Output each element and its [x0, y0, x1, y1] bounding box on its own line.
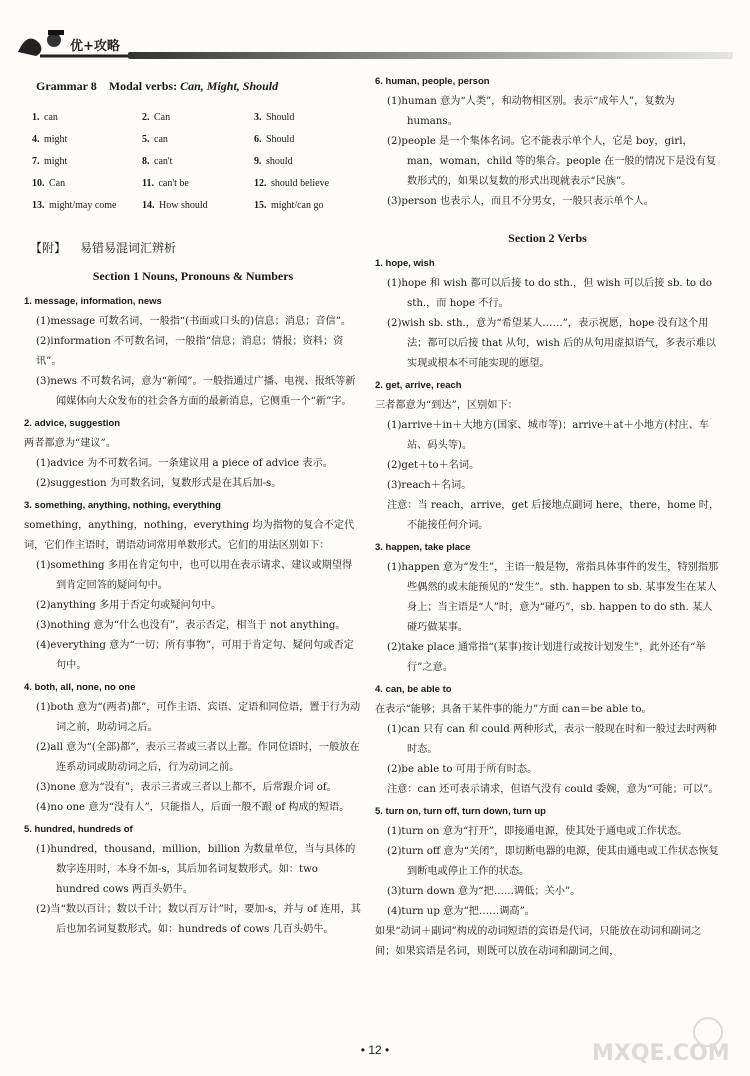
answer-item: 4. might [32, 134, 68, 145]
item-heading: 5. hundred, hundreds of [24, 824, 133, 835]
item-heading: 3. happen, take place [375, 542, 471, 553]
item-text: (3)person 也表示人，而且不分男女，一般只表示单个人。 [387, 196, 654, 207]
item-text: (2)be able to 可用于所有时态。 [387, 764, 538, 775]
section1-title: Section 1 Nouns, Pronouns & Numbers [92, 269, 294, 283]
watermark-logo [588, 1012, 738, 1068]
item-heading: 4. both, all, none, no one [24, 682, 136, 693]
grammar-title: Grammar 8 Modal verbs: Can, Might, Should [36, 79, 279, 93]
answer-item: 10. Can [32, 178, 66, 189]
item-text: 注意：当 reach，arrive，get 后接地点副词 here，there，home 时，不能接任何介词。 [387, 500, 720, 531]
appendix-heading: 【附】 易错易混词汇辨析 [30, 241, 177, 255]
item-text: (1)can 只有 can 和 could 两种形式，表示一般现在时和一般过去时两种时态。 [387, 724, 717, 755]
item-text: (3)news 不可数名词，意为“新闻”。一般指通过广播、电视、报纸等新闻媒体向大众发布的社会各方面的最新消息，它侧重一个“新”字。 [36, 376, 356, 407]
item-heading: 2. advice, suggestion [24, 418, 121, 429]
section1-continued [375, 72, 720, 212]
page-header [10, 20, 740, 70]
answer-item: 2. Can [142, 112, 171, 123]
logo-graphic [10, 22, 130, 62]
section1-items [24, 292, 362, 940]
item-text: (1)happen 意为“发生”，主语一般是物，常指具体事件的发生，特别指那些偶然的或未能预见的“发生”。sth. happen to sb. 某事发生在某人身上；当主语是“人”时，意为“碰巧”，sb. happen to do sth. 某人碰巧做某事。 [387, 562, 719, 633]
item-text: (1)hundred，thousand，million，billion 为数量单位，当与具体的数字连用时，本身不加-s，其后加名词复数形式。如：two hundred cows 两百头奶牛。 [36, 844, 356, 895]
item-text: (2)get＋to＋名词。 [387, 460, 480, 471]
item-text: (4)everything 意为“一切；所有事物”，可用于肯定句、疑问句或否定句中。 [36, 640, 354, 671]
item-text: 两者都意为“建议”。 [24, 438, 116, 449]
svg-text:MXQE.COM: MXQE.COM [592, 1041, 730, 1066]
item-text: (1)turn on 意为“打开”，即接通电源，使其处于通电或工作状态。 [387, 826, 688, 837]
item-text: (2)turn off 意为“关闭”，即切断电器的电源，使其由通电或工作状态恢复到断电或停止工作的状态。 [387, 846, 719, 877]
answer-grid [32, 108, 362, 216]
item-text: (2)suggestion 为可数名词，复数形式是在其后加-s。 [36, 478, 282, 489]
item-heading: 6. human, people, person [375, 76, 490, 87]
item-text: (4)turn up 意为“把……调高”。 [387, 906, 535, 917]
section2-title: Section 2 Verbs [508, 231, 587, 245]
answer-item: 6. Should [254, 134, 295, 145]
item-heading: 4. can, be able to [375, 684, 452, 695]
item-text: something，anything，nothing，everything 均为指物的复合不定代词，它们作主语时，谓语动词常用单数形式。它们的用法区别如下： [24, 520, 355, 551]
item-heading: 3. something, anything, nothing, everything [24, 500, 221, 511]
answer-item: 15. might/can go [254, 200, 324, 211]
item-text: (1)human 意为“人类”，和动物相区别。表示“成年人”，复数为 humans。 [387, 96, 675, 127]
item-text: (1)advice 为不可数名词。一条建议用 a piece of advice 表示。 [36, 458, 333, 469]
item-text: (1)something 多用在肯定句中，也可以用在表示请求、建议或期望得到肯定回答的疑问句中。 [36, 560, 353, 591]
item-text: (3)nothing 意为“什么也没有”，表示否定，相当于 not anything。 [36, 620, 346, 631]
answer-item: 7. might [32, 156, 68, 167]
item-text: 在表示“能够；具备干某件事的能力”方面 can＝be able to。 [375, 704, 652, 715]
item-text: (3)none 意为“没有”，表示三者或三者以上都不，后常跟介词 of。 [36, 782, 337, 793]
item-text: (2)people 是一个集体名词。它不能表示单个人，它是 boy，girl，man，woman，child 等的集合。people 在一般的情况下是没有复数形式的，如果以复数的形式出现就表示“民族”。 [387, 136, 717, 187]
answer-item: 3. Should [254, 112, 295, 123]
item-text: (2)当“数以百计；数以千计；数以百万计”时，要加-s，并与 of 连用，其后也加名词复数形式。如：hundreds of cows 几百头奶牛。 [36, 904, 361, 935]
item-text: (1)both 意为“(两者)都”，可作主语、宾语、定语和同位语，置于行为动词之前，助动词之后。 [36, 702, 361, 733]
answer-item: 13. might/may come [32, 200, 117, 211]
item-heading: 2. get, arrive, reach [375, 380, 462, 391]
svg-text:优+攻略: 优+攻略 [70, 39, 120, 54]
section2-items [375, 254, 720, 962]
right-column [375, 70, 720, 962]
answer-item: 8. can't [142, 156, 173, 167]
page-number: • 12 • [360, 1043, 390, 1057]
item-text: (1)hope 和 wish 都可以后接 to do sth.，但 wish 可以后接 sb. to do sth.，而 hope 不行。 [387, 278, 712, 309]
item-text: 注意：can 还可表示请求，但语气没有 could 委婉，意为“可能；可以”。 [387, 784, 719, 795]
item-text: (1)message 可数名词，一般指“(书面或口头的)信息；消息；音信”。 [36, 316, 352, 327]
item-text: (2)take place 通常指“(某事)按计划进行或按计划发生”，此外还有“举行”之意。 [387, 642, 706, 673]
answer-item: 12. should believe [254, 178, 330, 189]
item-text: (2)anything 多用于否定句或疑问句中。 [36, 600, 222, 611]
item-text: (2)information 不可数名词，一般指“信息；消息；情报；资料；资讯”。 [36, 336, 344, 367]
left-column [24, 70, 362, 940]
item-text: (2)wish sb. sth.，意为“希望某人……”，表示祝愿，hope 没有这个用法；都可以后接 that 从句，wish 后的从句用虚拟语气，多表示难以实现或根本不可能实现的愿望。 [387, 318, 716, 369]
item-text: (2)all 意为“(全部)都”，表示三者或三者以上都。作同位语时，一般放在连系动词或助动词之后，行为动词之前。 [36, 742, 360, 773]
header-band [128, 52, 733, 59]
item-text: (3)turn down 意为“把……调低；关小”。 [387, 886, 581, 897]
answer-item: 1. can [32, 112, 58, 123]
answer-item: 5. can [142, 134, 168, 145]
answer-item: 9. should [254, 156, 293, 167]
answer-item: 14. How should [142, 200, 208, 211]
item-heading: 5. turn on, turn off, turn down, turn up [375, 806, 546, 817]
item-text: 三者都意为“到达”，区别如下： [375, 400, 518, 411]
item-heading: 1. hope, wish [375, 258, 435, 269]
item-text: (3)reach＋名词。 [387, 480, 472, 491]
item-heading: 1. message, information, news [24, 296, 162, 307]
item-text: (1)arrive＋in＋大地方(国家、城市等)；arrive＋at＋小地方(村庄、车站、码头等)。 [387, 420, 709, 451]
item-text: (4)no one 意为“没有人”，只能指人，后面一般不跟 of 构成的短语。 [36, 802, 350, 813]
item-text: 如果“动词＋副词”构成的动词短语的宾语是代词，只能放在动词和副词之间；如果宾语是名词，则既可以放在动词和副词之间， [375, 926, 702, 957]
answer-item: 11. can't be [142, 178, 189, 189]
